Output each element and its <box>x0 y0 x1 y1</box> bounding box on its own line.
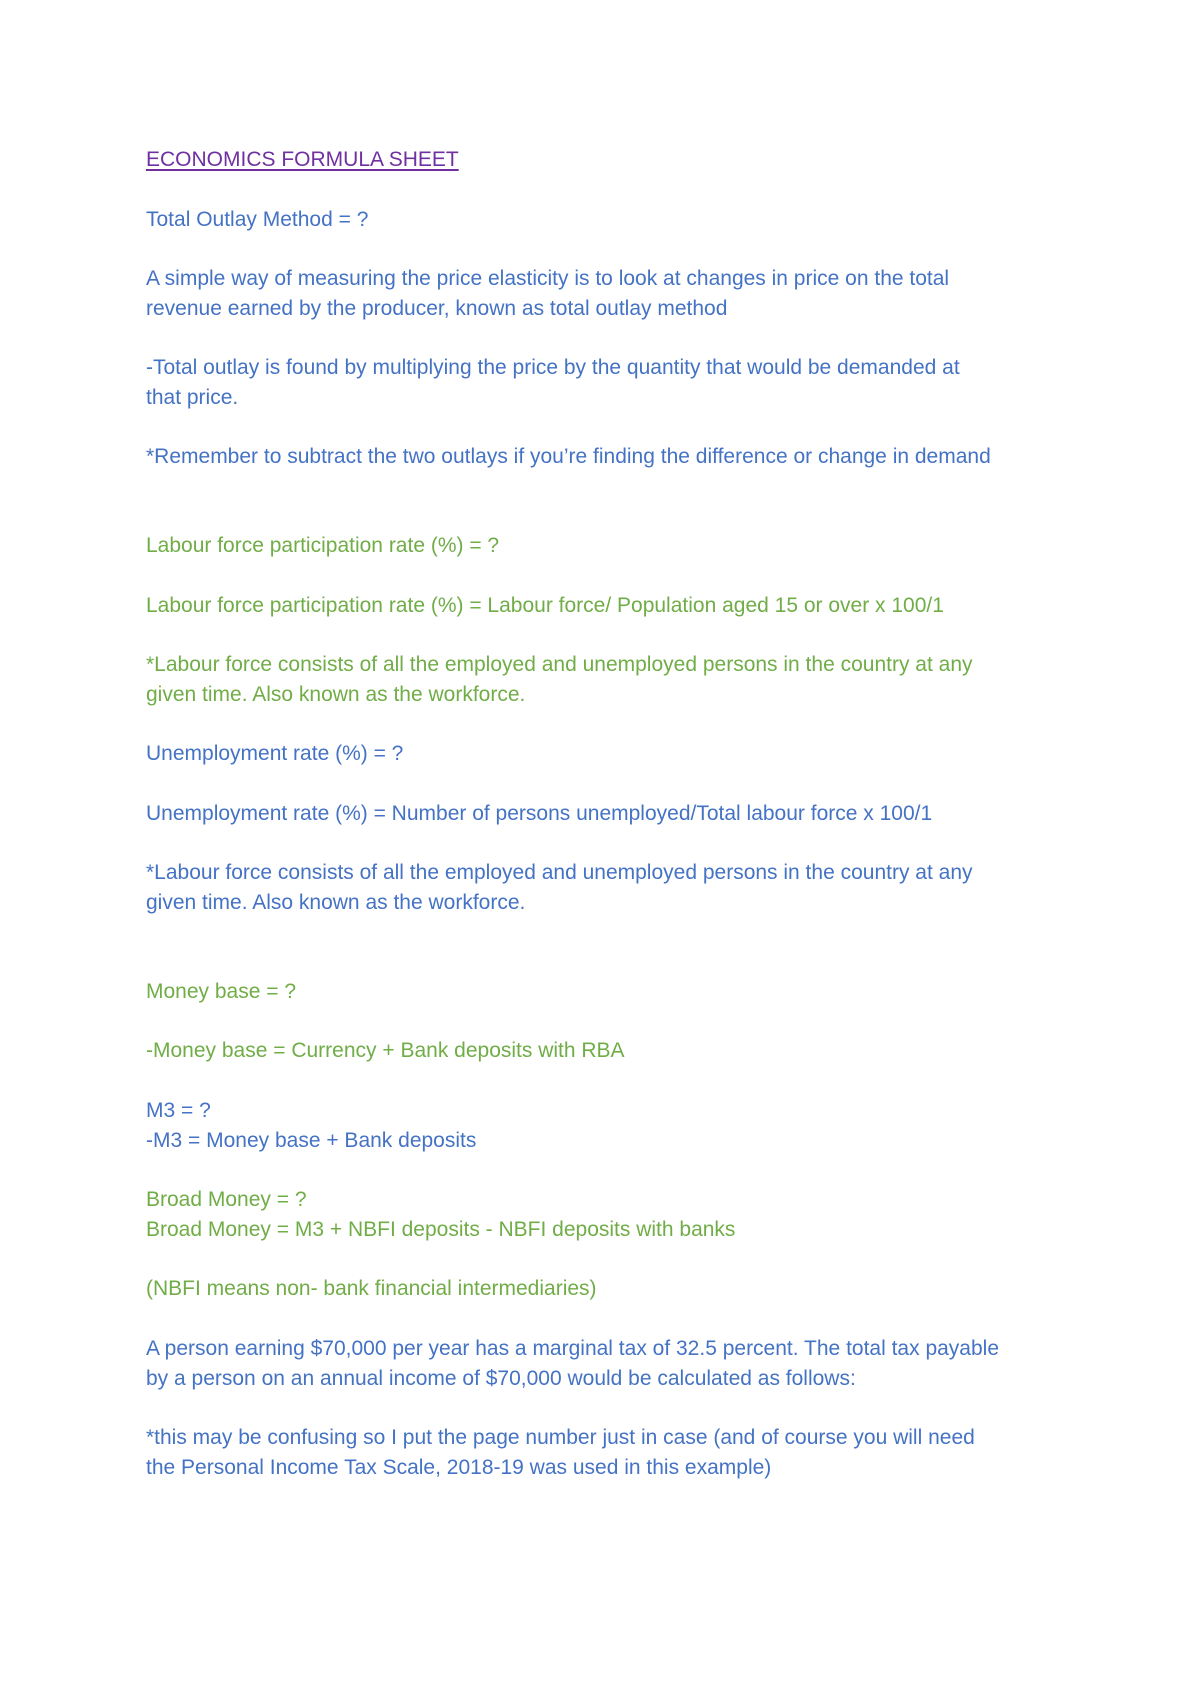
broad-money-formula: Broad Money = M3 + NBFI deposits - NBFI deposits with banks <box>146 1218 736 1241</box>
total-outlay-formula-line-2: that price. <box>146 386 239 409</box>
total-outlay-desc-line-1: A simple way of measuring the price elasticity is to look at changes in price on the total <box>146 267 950 290</box>
unemployment-rate-heading: Unemployment rate (%) = ? <box>146 742 404 765</box>
participation-rate-note-line-1: *Labour force consists of all the employed and unemployed persons in the country at any <box>146 653 973 676</box>
unemployment-rate-formula: Unemployment rate (%) = Number of persons unemployed/Total labour force x 100/1 <box>146 802 933 825</box>
tax-example-line-2: by a person on an annual income of $70,000 would be calculated as follows: <box>146 1367 856 1390</box>
nbfi-note: (NBFI means non- bank financial intermediaries) <box>146 1277 597 1300</box>
tax-note-line-2: the Personal Income Tax Scale, 2018-19 was used in this example) <box>146 1456 772 1479</box>
participation-rate-note-line-2: given time. Also known as the workforce. <box>146 683 526 706</box>
money-base-heading: Money base = ? <box>146 980 297 1003</box>
page-title: ECONOMICS FORMULA SHEET <box>146 148 459 171</box>
total-outlay-formula-line-1: -Total outlay is found by multiplying the price by the quantity that would be demanded at <box>146 356 960 379</box>
unemployment-rate-note-line-2: given time. Also known as the workforce. <box>146 891 526 914</box>
tax-example-line-1: A person earning $70,000 per year has a marginal tax of 32.5 percent. The total tax payable <box>146 1337 1000 1360</box>
tax-note-line-1: *this may be confusing so I put the page number just in case (and of course you will need <box>146 1426 975 1449</box>
broad-money-heading: Broad Money = ? <box>146 1188 307 1211</box>
participation-rate-formula: Labour force participation rate (%) = Labour force/ Population aged 15 or over x 100/1 <box>146 594 944 617</box>
total-outlay-desc-line-2: revenue earned by the producer, known as total outlay method <box>146 297 728 320</box>
money-base-formula: -Money base = Currency + Bank deposits with RBA <box>146 1039 625 1062</box>
total-outlay-note: *Remember to subtract the two outlays if you’re finding the difference or change in demand <box>146 445 991 468</box>
m3-formula: -M3 = Money base + Bank deposits <box>146 1129 477 1152</box>
total-outlay-heading: Total Outlay Method = ? <box>146 208 369 231</box>
participation-rate-heading: Labour force participation rate (%) = ? <box>146 534 500 557</box>
m3-heading: M3 = ? <box>146 1099 211 1122</box>
unemployment-rate-note-line-1: *Labour force consists of all the employed and unemployed persons in the country at any <box>146 861 973 884</box>
